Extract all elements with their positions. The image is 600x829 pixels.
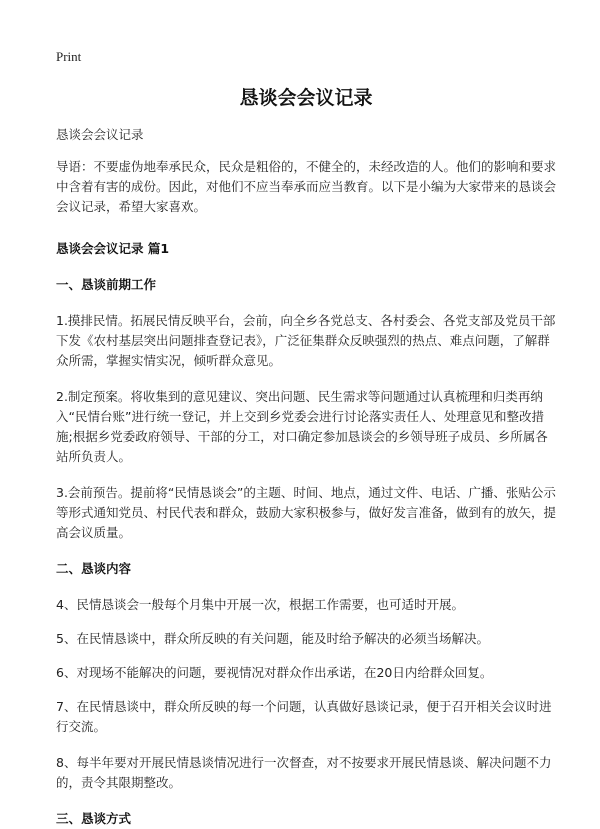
paragraph-1: 1.摸排民情。拓展民情反映平台，会前，向全乡各党总支、各村委会、各党支部及党员干部下发《农村基层突出问题排查登记表》，广泛征集群众反映强烈的热点、难点问题，了解群众所需，掌握实情实况，倾听群众意见。 <box>56 313 556 368</box>
intro-paragraph: 导语：不要虚伪地奉承民众，民众是粗俗的，不健全的，未经改造的人。他们的影响和要求中含着有害的成份。因此，对他们不应当奉承而应当教育。以下是小编为大家带来的恳谈会会议记录，希望大家喜欢。 <box>56 159 557 214</box>
document-subtitle: 恳谈会会议记录 <box>56 127 144 142</box>
print-link[interactable]: Print <box>56 49 82 64</box>
section-heading-1: 一、恳谈前期工作 <box>56 277 157 292</box>
paragraph-7: 7、在民情恳谈中，群众所反映的每一个问题，认真做好恳谈记录，便于召开相关会议时进行交流。 <box>56 699 552 734</box>
document-title: 恳谈会会议记录 <box>239 87 373 109</box>
paragraph-4: 4、民情恳谈会一般每个月集中开展一次，根据工作需要，也可适时开展。 <box>56 597 464 612</box>
section-heading-3: 三、恳谈方式 <box>56 811 132 826</box>
paragraph-5: 5、在民情恳谈中，群众所反映的有关问题，能及时给予解决的必须当场解决。 <box>56 631 489 646</box>
paragraph-2: 2.制定预案。将收集到的意见建议、突出问题、民生需求等问题通过认真梳理和归类再纳入“民情台账”进行统一登记，并上交到乡党委会进行讨论落实责任人、处理意见和整改措施;根据乡党委政府领导、干部的分工，对口确定参加恳谈会的乡领导班子成员、乡所属各站所负责人。 <box>56 389 548 464</box>
section-heading-2: 二、恳谈内容 <box>56 561 132 576</box>
paragraph-8: 8、每半年要对开展民情恳谈情况进行一次督查，对不按要求开展民情恳谈、解决问题不力的，责令其限期整改。 <box>56 755 552 790</box>
paragraph-6: 6、对现场不能解决的问题，要视情况对群众作出承诺，在20日内给群众回复。 <box>56 665 493 680</box>
paragraph-3: 3.会前预告。提前将“民情恳谈会”的主题、时间、地点，通过文件、电话、广播、张贴公示等形式通知党员、村民代表和群众，鼓励大家积极参与，做好发言准备，做到有的放矢，提高会议质量。 <box>56 485 557 540</box>
article-title: 恳谈会会议记录 篇1 <box>56 241 170 256</box>
